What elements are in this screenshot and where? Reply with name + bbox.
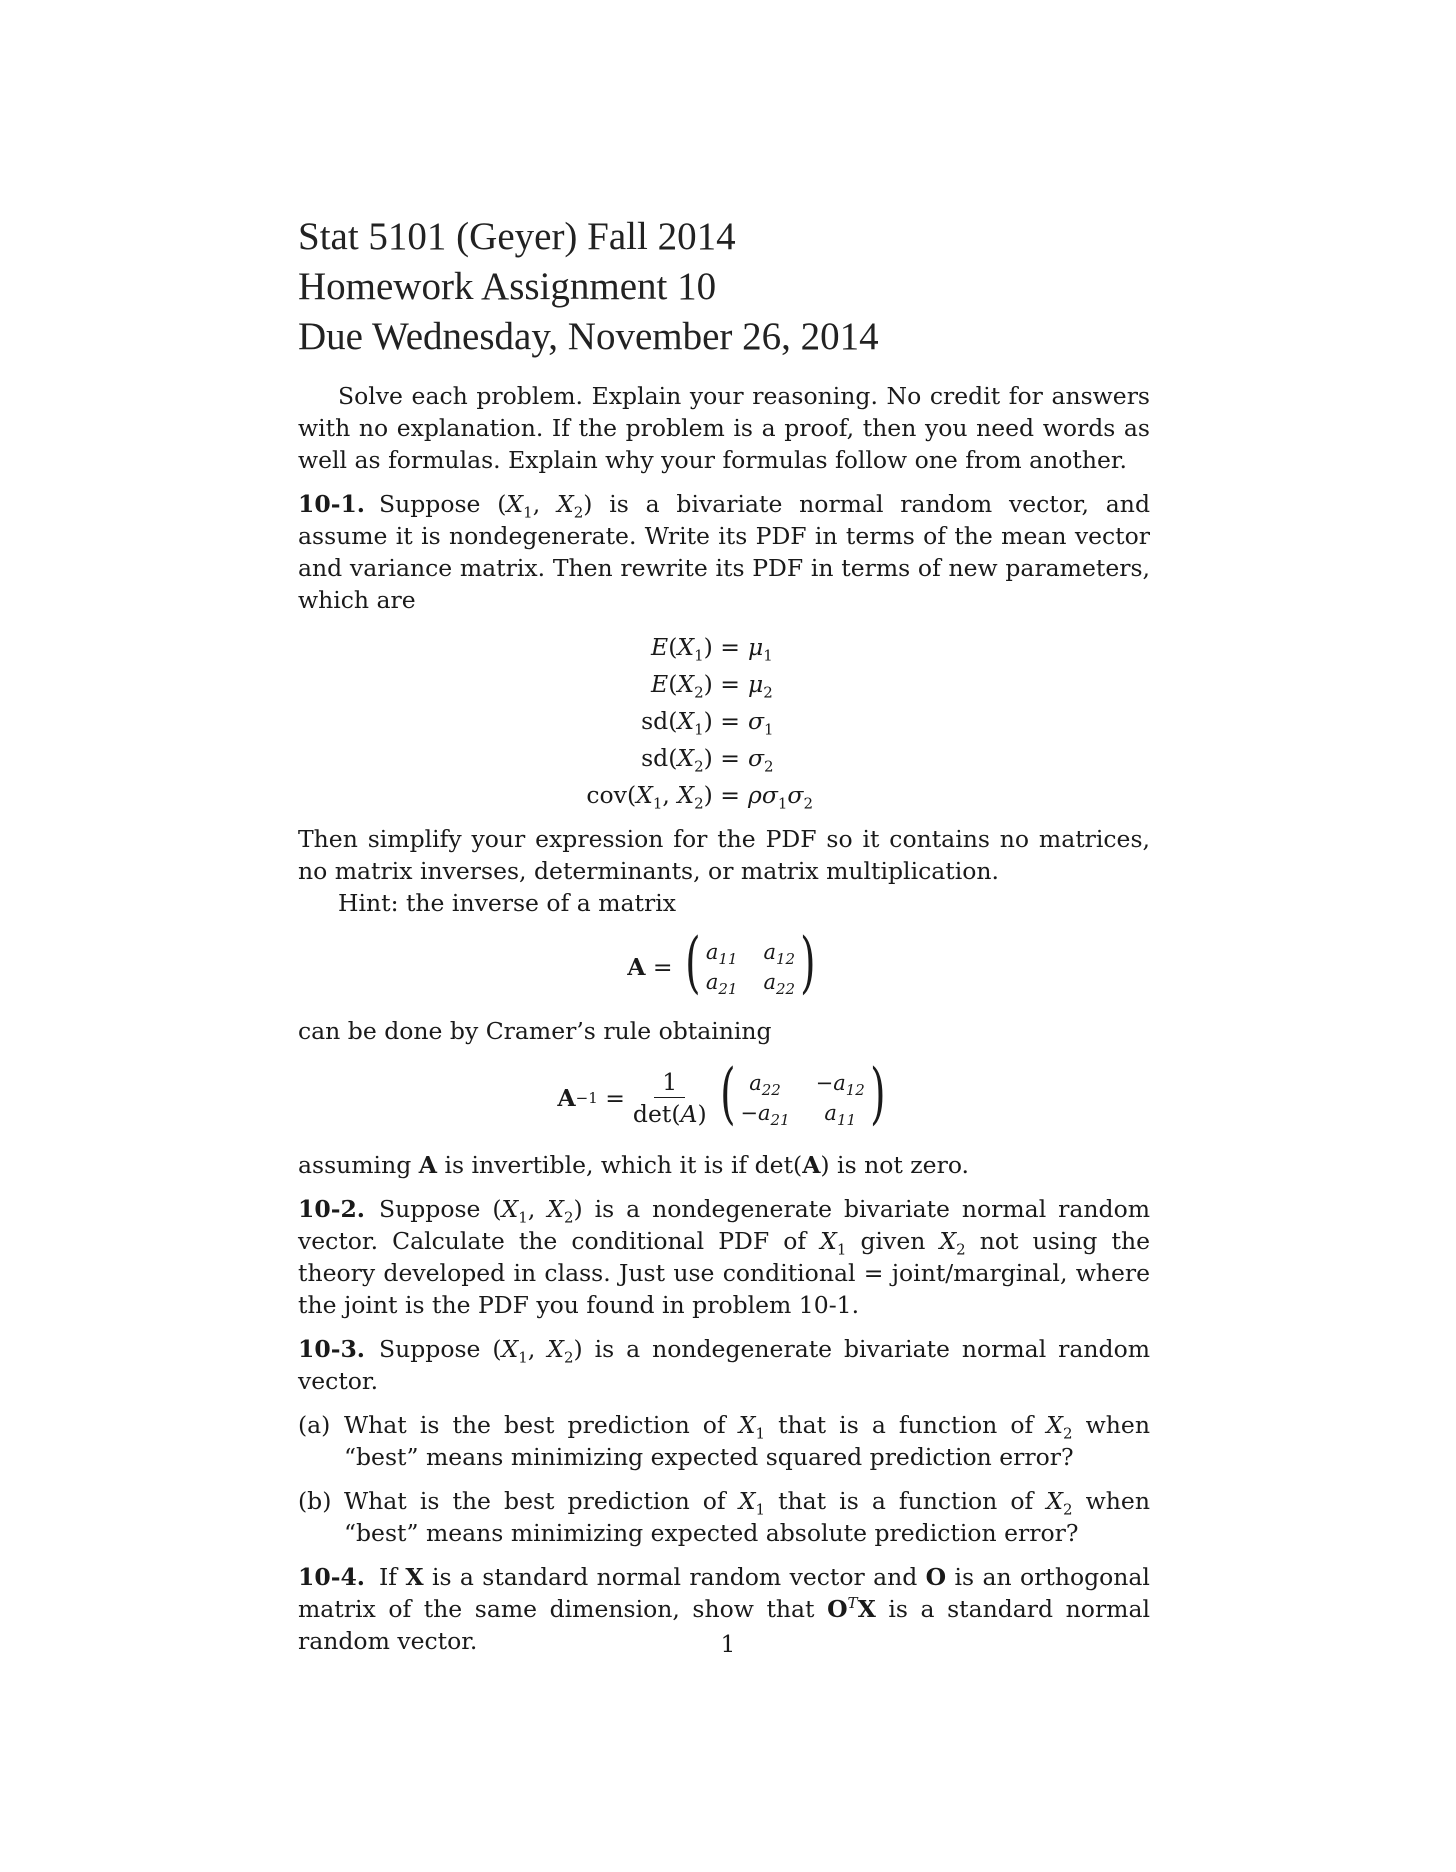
problem-10-2: 10-2. Suppose ($X_1$, $X_2$) is a nondegenerate bivariate normal random vector. Calculate the conditional PDF of $X_1$ given $X_2$ not using the theory developed in class. Just use conditional = joint/marginal, where the joint is the PDF you found in problem 10-1.	[298, 1195, 1151, 1319]
problem-number: 10-1.	[298, 490, 365, 518]
equation-row: $sd(X_1)$ = $\sigma_1$	[641, 706, 774, 739]
equation-row: $sd(X_2)$ = $\sigma_2$	[641, 743, 774, 776]
matrix-a: $a_{11}$ $a_{12}$ $a_{21}$ $a_{22}$	[705, 940, 796, 999]
problem-10-3: 10-3. Suppose ($X_1$, $X_2$) is a nondegenerate bivariate normal random vector.	[298, 1335, 1151, 1395]
problem-number: 10-3.	[298, 1335, 365, 1363]
page-number: 1	[720, 1632, 736, 1658]
list-item-a	[298, 1409, 1150, 1473]
instructions: Solve each problem. Explain your reasoning. No credit for answers with no explanation. If the problem is a proof, then you need words as well as formulas. Explain why your formulas follow one from another.	[298, 382, 1150, 474]
fraction: $\frac{1}{\det(A)}$	[632, 1067, 707, 1128]
document-page	[298, 212, 1150, 1657]
equation-row: $cov(X_1$, $X_2$) = $\rho\sigma_1\sigma_2$	[586, 780, 813, 813]
equation-row: $E(X_2)$ = $\mu_2$	[651, 669, 773, 702]
simplify-instruction: Then simplify your expression for the PDF so it contains no matrices, no matrix inverses, determinants, or matrix multiplication.	[298, 825, 1150, 885]
due-date: Due Wednesday, November 26, 2014	[298, 315, 879, 358]
item-label: (b)	[298, 1487, 332, 1515]
item-text: What is the best prediction of $X_1$ that is a function of $X_2$ when “best” means minimizing expected squared prediction error?	[344, 1411, 1150, 1471]
problem-number: 10-4.	[298, 1563, 365, 1591]
title-block	[298, 212, 1150, 362]
item-label: (a)	[298, 1411, 331, 1439]
hint: Hint: the inverse of a matrix	[338, 889, 676, 917]
matrix-a-equation: A = ( $a_{11}$ $a_{12}$ $a_{21}$ $a_{22}$ )	[627, 924, 816, 1001]
item-text: What is the best prediction of $X_1$ that is a function of $X_2$ when “best” means minimizing expected absolute prediction error?	[344, 1487, 1150, 1547]
equation-row: $E(X_1)$ = $\mu_1$	[651, 632, 773, 665]
parameter-equations	[298, 628, 1150, 813]
inverse-equation: A −1 = $\frac{1}{\det(A)}$ ( $a_{22}$ $-a_{12}$ $-a_{21}$ $a_{11}$ )	[557, 1055, 886, 1132]
assignment-title: Homework Assignment 10	[298, 265, 717, 308]
problem-10-1: 10-1. Suppose ($X_1$, $X_2$) is a bivariate normal random vector, and assume it is nondegenerate. Write its PDF in terms of the mean vector and variance matrix. Then rewrite its PDF in terms of new parameters, which are	[298, 490, 1150, 614]
problem-number: 10-2.	[298, 1195, 365, 1223]
list-item-b	[298, 1485, 1150, 1549]
adjugate-matrix: $a_{22}$ $-a_{12}$ $-a_{21}$ $a_{11}$	[740, 1071, 865, 1130]
cramer-text: can be done by Cramer’s rule obtaining	[298, 1017, 772, 1045]
invertibility-note: assuming A is invertible, which it is if det(A) is not zero.	[298, 1151, 970, 1179]
problem-10-4: 10-4. If X is a standard normal random vector and O is an orthogonal matrix of the same dimension, show that $O^TX$ is a standard normal random vector.	[298, 1563, 1150, 1655]
course-title: Stat 5101 (Geyer) Fall 2014	[298, 215, 736, 258]
